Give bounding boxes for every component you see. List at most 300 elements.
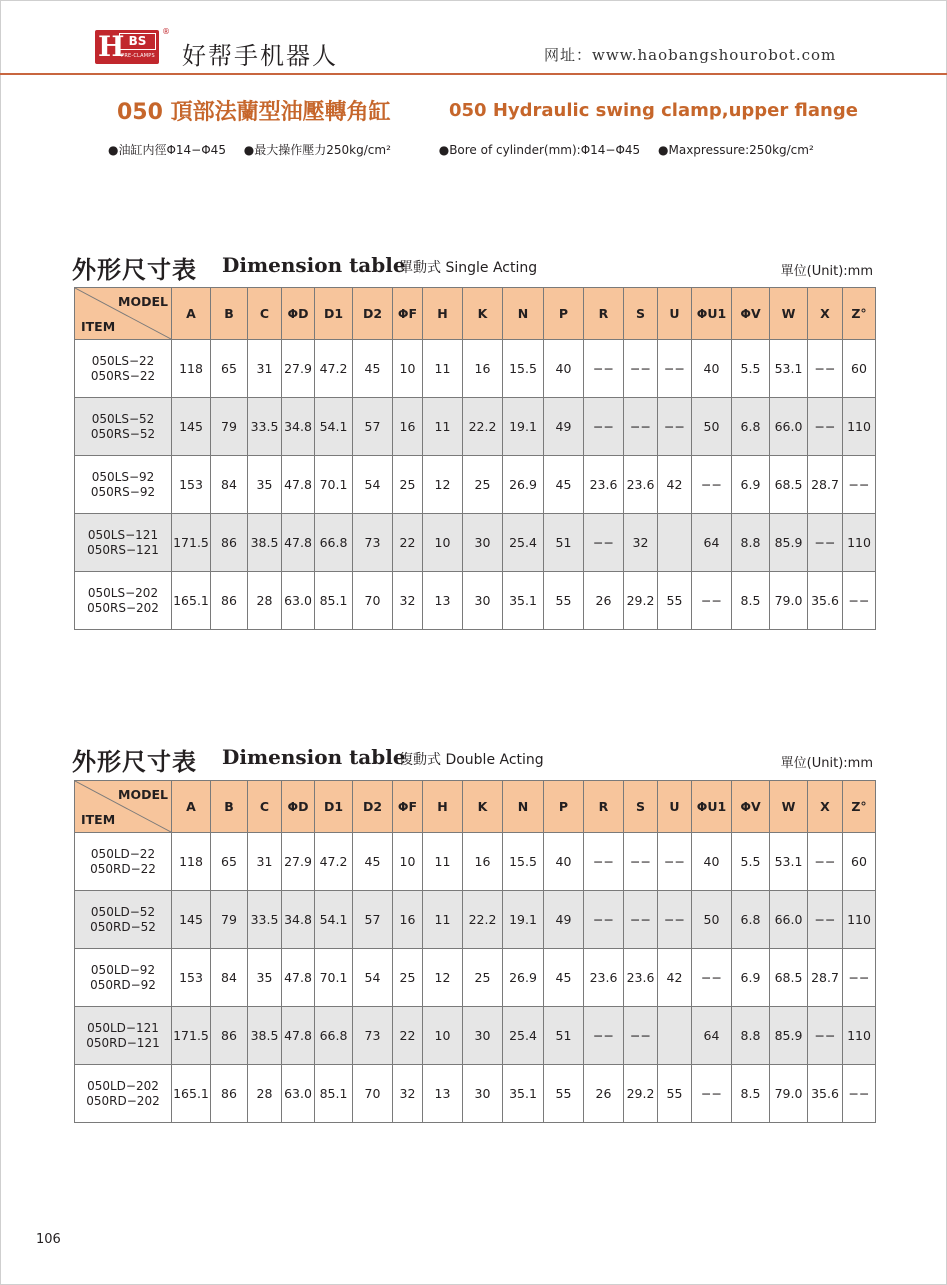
dimension-cell: 30 [463,1065,503,1123]
dimension-cell: 86 [211,1007,248,1065]
brand-name: 好帮手机器人 [182,42,338,70]
dimension-cell: 22 [393,514,423,572]
dimension-cell: 55 [544,572,584,630]
column-header: W [770,781,808,833]
model-code-left: 050LS−22 [91,353,155,368]
dimension-cell: 25.4 [503,514,544,572]
spec-pressure-cn: ●最大操作壓力250kg/cm² [243,143,391,157]
dimension-cell: 66.0 [770,398,808,456]
page-title-cn: 050 頂部法蘭型油壓轉角缸 [117,100,391,125]
model-code-right: 050RS−202 [87,600,159,615]
model-cell [75,833,172,891]
column-header: U [658,288,692,340]
dimension-cell: −− [843,1065,876,1123]
column-header: C [248,781,282,833]
column-header: D2 [353,781,393,833]
dimension-cell: −− [658,398,692,456]
dimension-cell [658,514,692,572]
header-row [75,781,876,833]
dimension-cell: 40 [544,833,584,891]
dimension-cell: 28.7 [808,949,843,1007]
dimension-cell: −− [808,398,843,456]
dimension-cell: −− [624,833,658,891]
column-header: Z° [843,288,876,340]
dimension-cell: 23.6 [584,949,624,1007]
dimension-cell: 28.7 [808,456,843,514]
dimension-cell: 85.9 [770,1007,808,1065]
dimension-cell: 26 [584,1065,624,1123]
section-heading-single [72,250,877,284]
dimension-cell: 42 [658,949,692,1007]
dimension-cell: 47.2 [315,340,353,398]
dimension-cell: 16 [463,833,503,891]
dimension-cell: 85.1 [315,1065,353,1123]
model-code-right: 050RS−22 [90,368,156,383]
dimension-cell: 45 [544,456,584,514]
dimension-cell: 54.1 [315,891,353,949]
dimension-table-single [74,287,876,630]
acting-type: 單動式 Single Acting [399,260,538,276]
dimension-cell: 45 [353,833,393,891]
dimension-cell: 171.5 [172,1007,211,1065]
model-code-right: 050RS−52 [90,426,156,441]
dimension-cell: 60 [843,340,876,398]
dimension-cell: 32 [624,514,658,572]
dimension-cell: 60 [843,833,876,891]
dimension-cell: 57 [353,891,393,949]
dimension-cell: 8.5 [732,1065,770,1123]
model-code-right: 050RD−92 [90,977,156,992]
dimension-cell: 86 [211,514,248,572]
column-header: A [172,288,211,340]
column-header: D1 [315,781,353,833]
section-heading-double [72,742,877,776]
dimension-cell: −− [808,833,843,891]
dimension-cell: 53.1 [770,340,808,398]
dimension-cell: 35.6 [808,1065,843,1123]
page-number: 106 [36,1232,61,1247]
dimension-cell: 68.5 [770,949,808,1007]
dimension-cell: 79.0 [770,1065,808,1123]
dimension-cell: −− [624,1007,658,1065]
table-row [75,514,876,572]
column-header: W [770,288,808,340]
column-header: S [624,781,658,833]
dimension-cell: 5.5 [732,340,770,398]
dimension-cell: 171.5 [172,514,211,572]
model-code-left: 050LD−92 [90,962,156,977]
table-row [75,1007,876,1065]
column-header: Z° [843,781,876,833]
dimension-cell: 110 [843,891,876,949]
dimension-cell: 35.1 [503,572,544,630]
dimension-cell: −− [692,1065,732,1123]
dimension-cell: 30 [463,514,503,572]
dimension-cell [658,1007,692,1065]
dimension-cell: 55 [658,1065,692,1123]
model-code-left: 050LS−202 [87,585,159,600]
corner-model-label: MODEL [118,787,168,802]
dimension-cell: 66.8 [315,514,353,572]
dimension-cell: 30 [463,572,503,630]
model-code-left: 050LD−121 [87,1020,159,1035]
dimension-cell: 40 [692,833,732,891]
dimension-cell: −− [692,949,732,1007]
dimension-cell: 6.9 [732,949,770,1007]
header-row [75,288,876,340]
table-row [75,398,876,456]
column-header: C [248,288,282,340]
model-code-right: 050RD−52 [90,919,156,934]
column-header: R [584,781,624,833]
dimension-cell: 26.9 [503,456,544,514]
dimension-cell: 27.9 [282,833,315,891]
dimension-cell: −− [584,1007,624,1065]
dimension-cell: 86 [211,1065,248,1123]
column-header: ΦV [732,288,770,340]
model-item-corner [75,781,172,833]
dimension-cell: 63.0 [282,572,315,630]
dimension-cell: 23.6 [624,949,658,1007]
dimension-cell: −− [624,891,658,949]
column-header: ΦV [732,781,770,833]
model-code-right: 050RD−22 [90,861,156,876]
dimension-cell: 26.9 [503,949,544,1007]
dimension-cell: 54 [353,456,393,514]
page-header [0,0,947,74]
dimension-cell: 13 [423,1065,463,1123]
dimension-cell: 22.2 [463,891,503,949]
model-cell [75,514,172,572]
dimension-cell: 55 [658,572,692,630]
dimension-cell: 30 [463,1007,503,1065]
dimension-cell: 50 [692,398,732,456]
corner-item-label: ITEM [81,319,116,334]
dimension-cell: 57 [353,398,393,456]
dimension-cell: 53.1 [770,833,808,891]
dimension-cell: 25 [393,456,423,514]
dimension-cell: 153 [172,949,211,1007]
table-row [75,1065,876,1123]
dimension-cell: 54.1 [315,398,353,456]
dimension-cell: 10 [423,514,463,572]
model-cell [75,949,172,1007]
dimension-cell: 110 [843,1007,876,1065]
table-row [75,891,876,949]
column-header: H [423,288,463,340]
dimension-cell: 15.5 [503,340,544,398]
dimension-cell: 65 [211,833,248,891]
column-header: K [463,288,503,340]
dimension-cell: −− [808,891,843,949]
model-code-left: 050LS−121 [87,527,159,542]
dimension-cell: 40 [544,340,584,398]
dimension-cell: 153 [172,456,211,514]
model-item-corner [75,288,172,340]
section-title-cn: 外形尺寸表 [72,747,197,776]
dimension-cell: −− [584,340,624,398]
model-code-right: 050RS−92 [90,484,156,499]
dimension-cell: 25 [393,949,423,1007]
model-code-left: 050LD−202 [87,1078,159,1093]
table-row [75,340,876,398]
dimension-cell: 28 [248,572,282,630]
logo-box-text: BS [119,33,156,50]
dimension-cell: 165.1 [172,572,211,630]
dimension-cell: 19.1 [503,891,544,949]
dimension-cell: 70.1 [315,456,353,514]
dimension-cell: −− [843,572,876,630]
spec-bore-en: ●Bore of cylinder(mm):Φ14−Φ45 [438,143,641,157]
dimension-cell: −− [692,456,732,514]
unit-label: 單位(Unit):mm [780,264,873,279]
dimension-cell: 22 [393,1007,423,1065]
column-header: P [544,781,584,833]
dimension-cell: 5.5 [732,833,770,891]
column-header: X [808,781,843,833]
dimension-cell: 79.0 [770,572,808,630]
dimension-cell: 68.5 [770,456,808,514]
dimension-cell: 38.5 [248,514,282,572]
column-header: D2 [353,288,393,340]
model-cell [75,398,172,456]
column-header: N [503,781,544,833]
dimension-cell: 70 [353,1065,393,1123]
dimension-cell: 25 [463,456,503,514]
dimension-cell: 31 [248,340,282,398]
dimension-cell: 73 [353,1007,393,1065]
model-code-right: 050RD−121 [86,1035,160,1050]
spec-pressure-en: ●Maxpressure:250kg/cm² [658,143,814,157]
dimension-cell: −− [584,514,624,572]
unit-label: 單位(Unit):mm [780,756,873,771]
dimension-cell: 49 [544,891,584,949]
dimension-cell: 23.6 [624,456,658,514]
dimension-cell: 47.8 [282,456,315,514]
dimension-cell: −− [808,1007,843,1065]
dimension-cell: 66.0 [770,891,808,949]
column-header: N [503,288,544,340]
column-header: H [423,781,463,833]
column-header: ΦU1 [692,288,732,340]
model-code-left: 050LS−52 [91,411,155,426]
dimension-cell: −− [658,891,692,949]
column-header: ΦF [393,781,423,833]
dimension-cell: 110 [843,514,876,572]
website-url: 网址：www.haobangshourobot.com [544,46,837,64]
model-code-right: 050RS−121 [87,542,159,557]
dimension-cell: 70 [353,572,393,630]
dimension-cell: 51 [544,514,584,572]
column-header: ΦD [282,781,315,833]
dimension-cell: 84 [211,456,248,514]
dimension-cell: 65 [211,340,248,398]
column-header: D1 [315,288,353,340]
model-cell [75,456,172,514]
dimension-cell: −− [808,340,843,398]
corner-model-label: MODEL [118,294,168,309]
dimension-cell: 13 [423,572,463,630]
dimension-cell: 79 [211,398,248,456]
dimension-cell: 11 [423,891,463,949]
dimension-cell: 33.5 [248,398,282,456]
dimension-cell: 22.2 [463,398,503,456]
dimension-cell: 8.8 [732,514,770,572]
dimension-cell: 86 [211,572,248,630]
dimension-cell: 31 [248,833,282,891]
dimension-cell: 47.8 [282,514,315,572]
dimension-cell: 34.8 [282,398,315,456]
dimension-cell: 12 [423,456,463,514]
dimension-cell: 32 [393,572,423,630]
model-cell [75,340,172,398]
column-header: ΦU1 [692,781,732,833]
dimension-cell: 10 [393,340,423,398]
dimension-cell: 10 [393,833,423,891]
dimension-cell: 47.2 [315,833,353,891]
column-header: B [211,288,248,340]
dimension-cell: −− [658,833,692,891]
dimension-cell: 70.1 [315,949,353,1007]
dimension-cell: −− [692,572,732,630]
dimension-cell: 63.0 [282,1065,315,1123]
dimension-cell: 10 [423,1007,463,1065]
model-cell [75,1065,172,1123]
dimension-cell: 35.6 [808,572,843,630]
dimension-cell: −− [624,398,658,456]
dimension-cell: 35 [248,456,282,514]
column-header: X [808,288,843,340]
dimension-cell: 79 [211,891,248,949]
dimension-cell: 35 [248,949,282,1007]
dimension-cell: 23.6 [584,456,624,514]
dimension-cell: 85.1 [315,572,353,630]
model-code-left: 050LD−22 [90,846,156,861]
dimension-cell: 29.2 [624,572,658,630]
dimension-cell: −− [658,340,692,398]
column-header: R [584,288,624,340]
registered-mark: ® [162,27,170,36]
header-divider [0,73,947,75]
spec-bore-cn: ●油缸内徑Φ14−Φ45 [108,143,226,157]
table-row [75,456,876,514]
dimension-cell: 118 [172,833,211,891]
dimension-cell: 25.4 [503,1007,544,1065]
acting-type: 復動式 Double Acting [399,752,544,768]
dimension-cell: 6.9 [732,456,770,514]
dimension-cell: 110 [843,398,876,456]
column-header: ΦD [282,288,315,340]
page-title-en: 050 Hydraulic swing clamp,upper flange [449,100,858,121]
dimension-cell: 165.1 [172,1065,211,1123]
dimension-cell: 11 [423,833,463,891]
dimension-cell: 73 [353,514,393,572]
dimension-cell: 6.8 [732,891,770,949]
section-title-cn: 外形尺寸表 [72,255,197,284]
dimension-cell: 26 [584,572,624,630]
dimension-cell: −− [584,833,624,891]
dimension-cell: 25 [463,949,503,1007]
dimension-cell: 34.8 [282,891,315,949]
column-header: U [658,781,692,833]
dimension-cell: 19.1 [503,398,544,456]
dimension-cell: 66.8 [315,1007,353,1065]
dimension-cell: 40 [692,340,732,398]
dimension-cell: 64 [692,1007,732,1065]
column-header: S [624,288,658,340]
dimension-cell: −− [624,340,658,398]
model-code-left: 050LD−52 [90,904,156,919]
logo-subtitle: PRE-CLAMPS [121,53,155,59]
dimension-cell: 11 [423,398,463,456]
dimension-cell: 8.8 [732,1007,770,1065]
dimension-cell: −− [808,514,843,572]
column-header: ΦF [393,288,423,340]
dimension-cell: 42 [658,456,692,514]
column-header: K [463,781,503,833]
dimension-cell: 38.5 [248,1007,282,1065]
dimension-cell: 55 [544,1065,584,1123]
table-row [75,949,876,1007]
dimension-cell: 6.8 [732,398,770,456]
table-row [75,572,876,630]
logo-letter: H [98,30,125,63]
hbs-logo [95,30,159,64]
model-cell [75,891,172,949]
section-title-en: Dimension table [222,745,406,769]
spec-line [108,141,828,158]
dimension-cell: 45 [353,340,393,398]
dimension-cell: 50 [692,891,732,949]
table-row [75,833,876,891]
model-cell [75,1007,172,1065]
dimension-cell: 85.9 [770,514,808,572]
dimension-cell: 54 [353,949,393,1007]
dimension-cell: 12 [423,949,463,1007]
dimension-cell: 51 [544,1007,584,1065]
dimension-cell: 33.5 [248,891,282,949]
dimension-cell: 11 [423,340,463,398]
model-code-left: 050LS−92 [91,469,155,484]
dimension-cell: 32 [393,1065,423,1123]
column-header: B [211,781,248,833]
dimension-cell: 35.1 [503,1065,544,1123]
dimension-cell: 64 [692,514,732,572]
dimension-cell: 47.8 [282,949,315,1007]
dimension-cell: 28 [248,1065,282,1123]
dimension-cell: 49 [544,398,584,456]
dimension-cell: 15.5 [503,833,544,891]
model-cell [75,572,172,630]
dimension-cell: 8.5 [732,572,770,630]
dimension-cell: −− [584,398,624,456]
dimension-cell: −− [843,456,876,514]
dimension-cell: 45 [544,949,584,1007]
dimension-cell: 47.8 [282,1007,315,1065]
dimension-cell: 118 [172,340,211,398]
dimension-table-double [74,780,876,1123]
column-header: P [544,288,584,340]
dimension-cell: 84 [211,949,248,1007]
dimension-cell: −− [843,949,876,1007]
dimension-cell: 145 [172,891,211,949]
dimension-cell: 16 [463,340,503,398]
dimension-cell: 145 [172,398,211,456]
dimension-cell: 16 [393,398,423,456]
dimension-cell: 29.2 [624,1065,658,1123]
section-title-en: Dimension table [222,253,406,277]
dimension-cell: 16 [393,891,423,949]
